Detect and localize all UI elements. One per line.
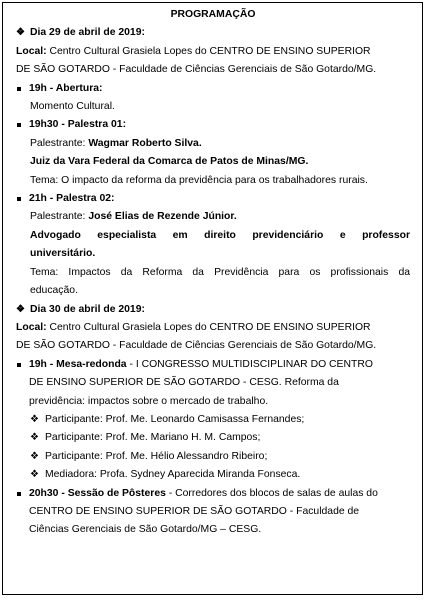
diamond-bullet-icon: ❖ (30, 413, 39, 425)
item-palestra1-speaker: Palestrante: Wagmar Roberto Silva. (30, 137, 202, 149)
day1-local-cont: DE SÃO GOTARDO - Faculdade de Ciências Gerenciais de São Gotardo/MG. (16, 64, 377, 76)
day2-local: Local: Centro Cultural Grasiela Lopes do CENTRO DE ENSINO SUPERIOR (16, 321, 371, 333)
diamond-bullet-icon: ❖ (30, 469, 39, 481)
day1-date: ❖ Dia 29 de abril de 2019: (16, 24, 410, 42)
page-title: PROGRAMAÇÃO (170, 9, 256, 20)
list-item: ❖ Participante: Prof. Me. Leonardo Camisassa Fernandes; (16, 411, 410, 429)
diamond-bullet-icon: ❖ (30, 432, 39, 444)
item-palestra2-role: Advogado especialista em direito previdenciário e professor universitário. (30, 229, 410, 260)
item-mesa: 19h - Mesa-redonda - I CONGRESSO MULTIDISCIPLINAR DO CENTRO DE ENSINO SUPERIOR DE SÃO GOTARDO - CESG. Reforma da previdência: impactos sobre o mercado de trabalho. (29, 358, 373, 407)
program-content (16, 6, 410, 540)
item-palestra2-speaker: Palestrante: José Elias de Rezende Júnior. (30, 211, 237, 223)
day2-local-cont: DE SÃO GOTARDO - Faculdade de Ciências Gerenciais de São Gotardo/MG. (16, 340, 377, 352)
day2-date: ❖ Dia 30 de abril de 2019: (16, 301, 410, 319)
item-palestra2-theme: Tema: Impactos da Reforma da Previdência para os profissionais da educação. (30, 266, 410, 297)
item-palestra1-heading: 19h30 - Palestra 01: (29, 119, 127, 131)
item-palestra1-theme: Tema: O impacto da reforma da previdência para os trabalhadores rurais. (30, 174, 368, 186)
mesa-participants (16, 411, 410, 485)
item-posters: 20h30 - Sessão de Pôsteres - Corredores dos blocos de salas de aulas do CENTRO DE ENSINO SUPERIOR DE SÃO GOTARDO - Faculdade de Ciências Gerenciais de São Gotardo/MG – CESG. (29, 487, 378, 536)
item-abertura-heading: 19h - Abertura: (29, 82, 103, 94)
list-item: ❖ Participante: Prof. Me. Mariano H. M. Campos; (16, 429, 410, 447)
item-palestra1-role: Juiz da Vara Federal da Comarca de Patos de Minas/MG. (30, 156, 309, 168)
diamond-bullet-icon: ❖ (16, 303, 25, 315)
diamond-bullet-icon: ❖ (16, 27, 25, 39)
list-item: ❖ Mediadora: Profa. Sydney Aparecida Miranda Fonseca. (16, 466, 410, 484)
list-item: ❖ Participante: Prof. Me. Hélio Alessandro Ribeiro; (16, 448, 410, 466)
item-abertura-text: Momento Cultural. (30, 101, 115, 113)
day1-local: Local: Centro Cultural Grasiela Lopes do CENTRO DE ENSINO SUPERIOR (16, 45, 371, 57)
item-palestra2-heading: 21h - Palestra 02: (29, 193, 115, 205)
diamond-bullet-icon: ❖ (30, 450, 39, 462)
